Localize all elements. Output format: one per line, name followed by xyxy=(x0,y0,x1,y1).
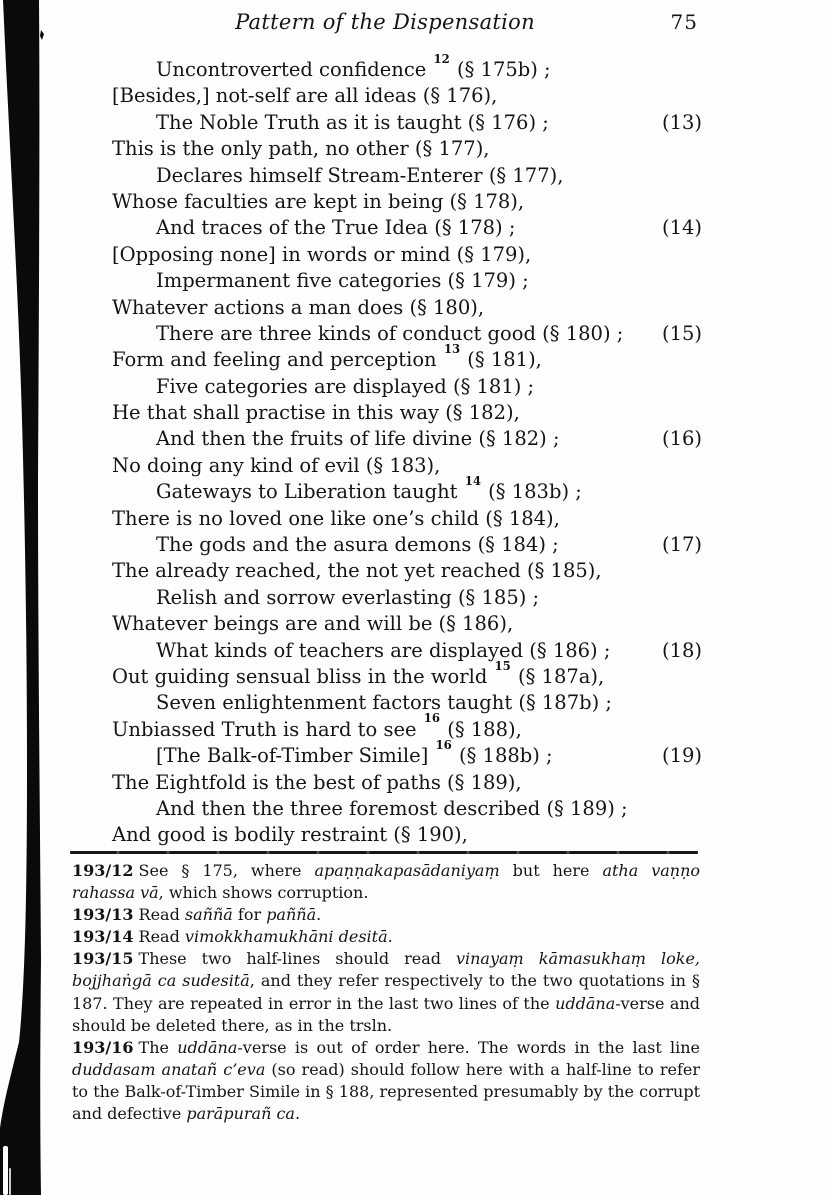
verse-line-text: And then the fruits of life divine (§ 182) ; xyxy=(156,427,560,451)
stanza-number: (17) xyxy=(662,533,703,557)
verse-line xyxy=(112,163,712,189)
verse-line-text: No doing any kind of evil (§ 183), xyxy=(112,453,441,477)
verse-line-text: This is the only path, no other (§ 177), xyxy=(112,137,490,161)
footnote-label: 193/14 xyxy=(72,927,134,947)
stanza-number: (14) xyxy=(662,216,703,240)
verse-line xyxy=(112,822,712,848)
footnote-text: The uddāna-verse is out of order here. The words in the last line duddasam anatañ c’eva (so read) should follow here with a half-line to refer to the Balk-of-Timber Simile in § 188, represented presumably by the corrupt and defective parāpurañ ca. xyxy=(72,1037,701,1124)
footnote-label: 193/15 xyxy=(72,949,134,969)
verse-line xyxy=(112,473,712,505)
footnote-text: See § 175, where apaṇṇakapasādaniyaṃ but here atha vaṇṇo rahassa vā, which shows corruption. xyxy=(72,861,701,903)
verse-line xyxy=(112,83,712,109)
page-header xyxy=(70,9,700,37)
verse-line xyxy=(112,242,712,268)
verse-line xyxy=(112,374,712,400)
verse-line xyxy=(112,295,712,321)
footnote-text: These two half-lines should read vinayaṃ kāmasukhaṃ loke, bojjhaṅgā ca sudesitā, and they refer respectively to the two quotations in § 187. They are repeated in error in the last two lines of the uddāna-verse and should be deleted there, as in the trsln. xyxy=(72,949,700,1035)
verse-line-text: Five categories are displayed (§ 181) ; xyxy=(156,374,535,398)
verse-line-text: [Opposing none] in words or mind (§ 179), xyxy=(112,242,532,266)
verse-line-text: Gateways to Liberation taught $^{14}$ (§ 183b) ; xyxy=(156,473,582,504)
footnote xyxy=(72,904,700,926)
verse-line xyxy=(112,321,712,347)
verse-line xyxy=(112,136,712,162)
verse-line-text: The Eightfold is the best of paths (§ 189), xyxy=(112,770,522,794)
verse-line-text: Whatever beings are and will be (§ 186), xyxy=(112,612,514,636)
footnote-text: Read vimokkhamukhāni desitā. xyxy=(138,927,393,947)
verse-line-text: The Noble Truth as it is taught (§ 176) ; xyxy=(156,110,549,134)
verse-line xyxy=(112,189,712,215)
verse-line-text: There are three kinds of conduct good (§ 180) ; xyxy=(156,321,624,345)
verse-line-text: Form and feeling and perception $^{13}$ (§ 181), xyxy=(112,341,542,372)
verse-line-text: Whose faculties are kept in being (§ 178), xyxy=(112,189,525,213)
verse-line xyxy=(112,690,712,716)
stanza-number: (16) xyxy=(662,427,703,451)
verse-line-text: The gods and the asura demons (§ 184) ; xyxy=(156,533,559,557)
verse-line xyxy=(112,426,712,452)
stanza-number: (13) xyxy=(662,110,703,134)
footnotes-block xyxy=(72,860,700,1125)
verse-line-text: Unbiassed Truth is hard to see $^{16}$ (§ 188), xyxy=(112,711,522,741)
verse-line-text: There is no loved one like one’s child (§ 184), xyxy=(112,506,560,530)
footnote-label: 193/16 xyxy=(72,1037,134,1057)
verse-line xyxy=(112,737,712,769)
stanza-number: (19) xyxy=(662,744,703,768)
verse-line-text: And good is bodily restraint (§ 190), xyxy=(112,823,468,847)
footnote-text: Read saññā for paññā. xyxy=(138,905,322,925)
verse-line xyxy=(112,268,712,294)
verse-line xyxy=(112,585,712,611)
verse-line xyxy=(112,341,712,373)
verse-line xyxy=(112,51,712,83)
verse-line xyxy=(112,400,712,426)
page-number: 75 xyxy=(670,10,698,34)
footnote-label: 193/13 xyxy=(72,905,134,925)
verse-line xyxy=(112,796,712,822)
verse-line-text: He that shall practise in this way (§ 182), xyxy=(112,401,520,425)
verse-line xyxy=(112,770,712,796)
footnote-rule xyxy=(70,851,698,854)
verse-line xyxy=(112,611,712,637)
footnote xyxy=(72,1037,700,1125)
verse-line-text: Seven enlightenment factors taught (§ 187b) ; xyxy=(156,691,612,715)
verse-line xyxy=(112,506,712,532)
verse-line xyxy=(112,532,712,558)
verse-line xyxy=(112,711,712,743)
running-title: Pattern of the Dispensation xyxy=(235,10,535,34)
verse-line xyxy=(112,558,712,584)
verse-line xyxy=(112,658,712,690)
scan-binding-shadow xyxy=(0,0,60,1195)
verse-line-text: Whatever actions a man does (§ 180), xyxy=(112,295,485,319)
footnote xyxy=(72,926,700,948)
verse-line-text: Relish and sorrow everlasting (§ 185) ; xyxy=(156,585,540,609)
stanza-number: (18) xyxy=(662,638,703,662)
verse-line-text: And then the three foremost described (§ 189) ; xyxy=(156,796,628,820)
verse-line-text: What kinds of teachers are displayed (§ 186) ; xyxy=(156,638,611,662)
verse-line xyxy=(112,110,712,136)
verse-line-text: Impermanent five categories (§ 179) ; xyxy=(156,269,529,293)
verse-line-text: Uncontroverted confidence $^{12}$ (§ 175b) ; xyxy=(156,51,551,81)
verse-line-text: [Besides,] not-self are all ideas (§ 176), xyxy=(112,84,498,108)
verse-line xyxy=(112,215,712,241)
stanza-number: (15) xyxy=(662,321,703,345)
verse-line xyxy=(112,638,712,664)
verse-line-text: Out guiding sensual bliss in the world $^{15}$ (§ 187a), xyxy=(112,658,605,688)
footnote xyxy=(72,948,700,1036)
verse-line-text: [The Balk-of-Timber Simile] $^{16}$ (§ 188b) ; xyxy=(156,737,553,768)
verse-line-text: And traces of the True Idea (§ 178) ; xyxy=(156,216,516,240)
verse-line xyxy=(112,453,712,479)
verse-block xyxy=(112,51,712,849)
footnote xyxy=(72,860,700,904)
verse-line-text: Declares himself Stream-Enterer (§ 177), xyxy=(156,163,564,187)
verse-line-text: The already reached, the not yet reached (§ 185), xyxy=(112,559,602,583)
footnote-label: 193/12 xyxy=(72,861,134,880)
